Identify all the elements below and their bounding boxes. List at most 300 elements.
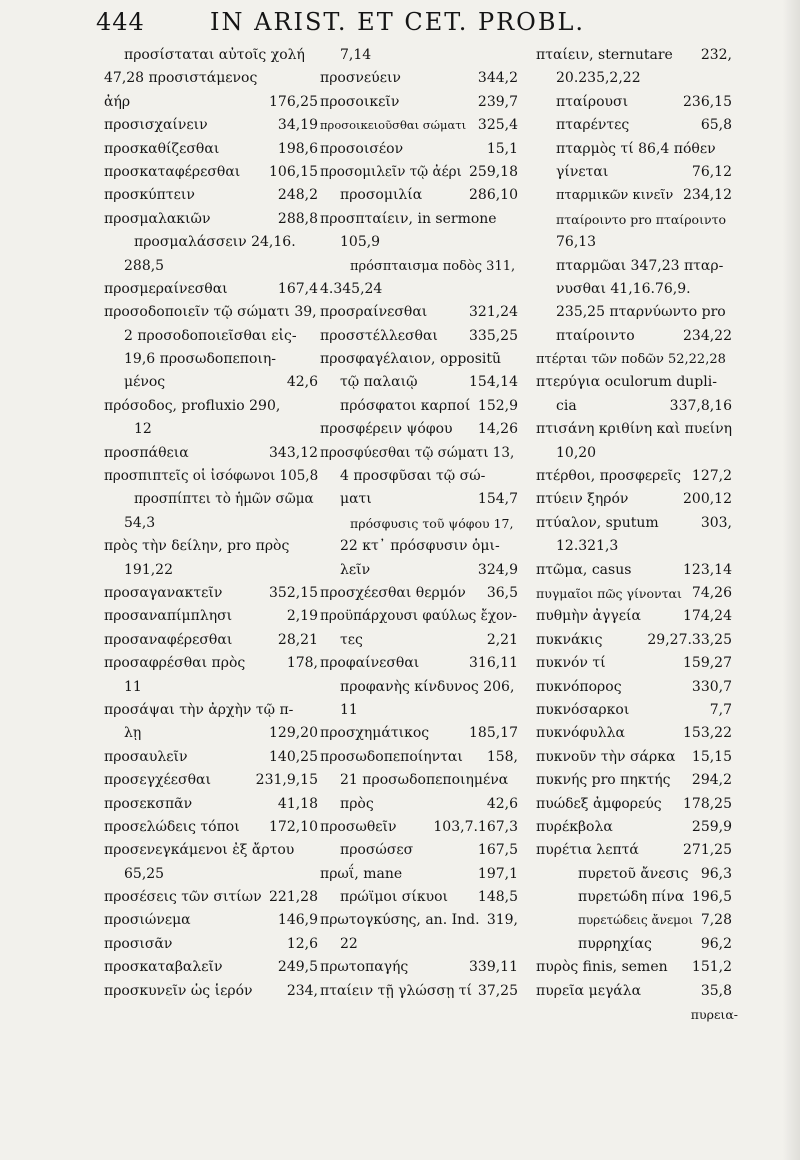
entry-term: προσραίνεσθαι: [320, 304, 428, 321]
index-entry: [536, 629, 732, 652]
entry-term: πταίροιντο: [556, 327, 635, 344]
index-entry: [320, 512, 518, 535]
index-entry: [536, 91, 732, 114]
entry-term: προσοικειοῦσθαι σώματι: [320, 118, 467, 133]
entry-term: 288,5: [124, 257, 165, 274]
index-entry: [320, 371, 518, 394]
index-entry: [104, 699, 318, 722]
entry-term: πτέρται τῶν ποδῶν 52,22,28: [536, 352, 726, 368]
index-entry: [320, 465, 518, 488]
index-entry: [536, 816, 732, 839]
entry-term: πτῶμα, casus: [536, 561, 632, 578]
index-entry: [104, 348, 318, 371]
entry-reference: 151,2: [691, 959, 732, 976]
entry-term: 21 προσωδοπεποιημένα: [340, 772, 509, 789]
entry-reference: 294,2: [691, 772, 732, 789]
entry-term: προσπιπτεῖς οἱ ἰσόφωνοι 105,8: [104, 468, 319, 485]
entry-reference: 34,19: [277, 117, 318, 134]
index-entry: [104, 278, 318, 301]
index-entry: [536, 208, 732, 231]
index-entry: [320, 769, 518, 792]
entry-term: πυκνάκις: [536, 631, 603, 648]
entry-term: πταρμῶαι 347,23 πταρ-: [556, 257, 724, 274]
index-entry: [104, 184, 318, 207]
entry-term: προφανὴς κίνδυνος 206,: [340, 678, 515, 695]
index-entry: [536, 746, 732, 769]
index-entry: [320, 348, 518, 371]
entry-reference: 76,12: [691, 163, 732, 180]
entry-term: 20.235,2,22: [556, 70, 641, 87]
entry-term: προσκυνεῖν ὡς ἱερόν: [104, 982, 253, 999]
index-entry: [320, 161, 518, 184]
entry-term: πταίειν τῇ γλώσσῃ τί: [320, 982, 473, 999]
index-entry: [104, 909, 318, 932]
entry-term: προσισχαίνειν: [104, 117, 208, 134]
entry-reference: 259,9: [691, 818, 732, 835]
index-entry: [104, 44, 318, 67]
entry-term: προσμαλακιῶν: [104, 210, 211, 227]
entry-term: πτισάνη κριθίνη καὶ πυείνη: [536, 421, 733, 438]
entry-term: 19,6 προσωδοπεποιη-: [124, 351, 277, 368]
index-entry: [536, 67, 732, 90]
entry-term: προσάψαι τὴν ἀρχὴν τῷ π-: [104, 701, 294, 718]
index-entry: [536, 909, 732, 932]
index-entry: [320, 278, 518, 301]
entry-term: προσαυλεῖν: [104, 748, 188, 765]
entry-term: μένος: [124, 374, 166, 391]
index-entry: [104, 301, 318, 324]
entry-term: 47,28 προσιστάμενος: [104, 70, 258, 87]
index-entry: [536, 418, 732, 441]
entry-term: πυρεῖα μεγάλα: [536, 982, 642, 999]
entry-reference: 2,21: [486, 631, 518, 648]
entry-reference: 319,: [486, 912, 518, 929]
index-entry: [536, 839, 732, 862]
entry-reference: 42,6: [286, 374, 318, 391]
entry-reference: 148,5: [477, 889, 518, 906]
index-entry: [536, 1003, 738, 1026]
entry-reference: 146,9: [277, 912, 318, 929]
entry-reference: 42,6: [486, 795, 518, 812]
entry-term: προσμαλάσσειν 24,16.: [134, 234, 296, 251]
index-entry: [104, 512, 318, 535]
index-entry: [104, 138, 318, 161]
entry-term: πυρρηχίας: [578, 935, 652, 952]
entry-reference: 344,2: [477, 70, 518, 87]
index-entry: [320, 652, 518, 675]
entry-term: ἀήρ: [104, 93, 131, 110]
index-entry: [104, 722, 318, 745]
entry-term: cia: [556, 397, 577, 414]
index-entry: [320, 629, 518, 652]
entry-term: πτέρθοι, προσφερεῖς: [536, 468, 681, 485]
index-entry: [536, 722, 732, 745]
index-entry: [320, 184, 518, 207]
index-entry: [320, 138, 518, 161]
entry-reference: 343,12: [269, 444, 318, 461]
index-entry: [104, 114, 318, 137]
index-entry: [104, 91, 318, 114]
entry-term: προσενεγκάμενοι ἐξ ἄρτου: [104, 842, 295, 859]
index-entry: [104, 67, 318, 90]
index-entry: [536, 371, 732, 394]
index-entry: [536, 652, 732, 675]
index-entry: [536, 676, 732, 699]
entry-term: προσοδοποιεῖν τῷ σώματι 39,: [104, 304, 317, 321]
index-entry: [320, 722, 518, 745]
entry-reference: 140,25: [269, 748, 318, 765]
entry-reference: 198,6: [277, 140, 318, 157]
entry-term: 11: [124, 678, 142, 695]
index-entry: [536, 231, 732, 254]
entry-term: 22: [340, 935, 358, 952]
entry-reference: 236,15: [683, 93, 732, 110]
entry-reference: 123,14: [683, 561, 732, 578]
entry-term: λεῖν: [340, 561, 371, 578]
index-column-1: [104, 44, 318, 1003]
entry-reference: 65,8: [700, 117, 732, 134]
index-entry: [536, 605, 732, 628]
entry-term: πυκνόσαρκοι: [536, 701, 630, 718]
index-entry: [536, 793, 732, 816]
entry-term: πυκνοῦν τὴν σάρκα: [536, 748, 676, 765]
entry-term: πυρετώδη πίνα: [578, 889, 685, 906]
index-entry: [104, 255, 318, 278]
entry-reference: 167,5: [477, 842, 518, 859]
entry-term: 22 κτ᾽ πρόσφυσιν ὁμι-: [340, 538, 500, 555]
entry-reference: 232,: [700, 47, 732, 63]
index-entry: [320, 909, 518, 932]
entry-term: προσωδοπεποίηνται: [320, 748, 463, 765]
entry-term: πυκνόν τί: [536, 655, 606, 672]
entry-reference: 12,6: [286, 935, 318, 952]
entry-term: προσώσεσ: [340, 842, 414, 859]
entry-term: πτερύγια oculorum dupli-: [536, 374, 717, 391]
entry-term: 12.321,3: [556, 538, 619, 555]
entry-reference: 303,: [700, 514, 732, 531]
entry-reference: 330,7: [691, 678, 732, 695]
entry-term: πταρέντες: [556, 117, 630, 134]
entry-reference: 129,20: [269, 725, 318, 742]
entry-term: προσέσεις τῶν σιτίων: [104, 889, 262, 906]
index-entry: [536, 956, 732, 979]
index-entry: [104, 582, 318, 605]
index-entry: [536, 184, 732, 207]
entry-term: 54,3: [124, 514, 156, 531]
entry-term: προσχημάτικος: [320, 725, 430, 742]
index-entry: [320, 44, 518, 67]
index-entry: [104, 652, 318, 675]
index-entry: [320, 605, 518, 628]
entry-reference: 159,27: [683, 655, 732, 672]
index-entry: [320, 208, 518, 231]
index-entry: [320, 699, 518, 722]
entry-term: προσχέεσθαι θερμόν: [320, 584, 466, 601]
index-entry: [104, 231, 318, 254]
entry-reference: 36,5: [486, 584, 518, 601]
index-entry: [320, 91, 518, 114]
entry-reference: 176,25: [269, 93, 318, 110]
entry-term: νυσθαι 41,16.76,9.: [556, 280, 691, 297]
entry-reference: 200,12: [683, 491, 732, 508]
index-entry: [536, 44, 732, 67]
entry-reference: 127,2: [691, 468, 732, 485]
entry-term: 11: [340, 701, 358, 718]
entry-reference: 231,9,15: [255, 772, 318, 789]
entry-term: πταίροιντο pro πταίροιντο: [556, 211, 727, 227]
index-entry: [104, 161, 318, 184]
entry-term: προσοικεῖν: [320, 93, 400, 110]
index-entry: [104, 816, 318, 839]
entry-reference: 196,5: [691, 889, 732, 906]
index-entry: [536, 699, 732, 722]
entry-term: προσστέλλεσθαι: [320, 327, 438, 344]
entry-term: πταίειν, sternutare: [536, 47, 673, 63]
entry-reference: 249,5: [277, 959, 318, 976]
entry-term: προϋπάρχουσι φαύλως ἔχον-: [320, 608, 517, 625]
index-entry: [320, 980, 518, 1003]
index-entry: [536, 488, 732, 511]
entry-reference: 259,18: [469, 163, 518, 180]
index-entry: [104, 325, 318, 348]
entry-reference: 41,18: [277, 795, 318, 812]
entry-term: προσφαγέλαιον, oppositũ: [320, 351, 502, 368]
entry-reference: 335,25: [469, 327, 518, 344]
index-entry: [320, 301, 518, 324]
entry-reference: 154,7: [477, 491, 518, 508]
entry-term: πρὸς: [340, 795, 374, 812]
entry-term: προσπίπτει τὸ ἡμῶν σῶμα: [134, 491, 314, 508]
entry-reference: 197,1: [477, 865, 518, 882]
index-entry: [320, 559, 518, 582]
index-entry: [104, 839, 318, 862]
index-entry: [320, 956, 518, 979]
index-entry: [320, 325, 518, 348]
entry-term: γίνεται: [556, 163, 609, 180]
entry-term: πταρμικῶν κινεῖν: [556, 188, 674, 204]
entry-term: προσαναφέρεσθαι: [104, 631, 233, 648]
index-entry: [320, 886, 518, 909]
index-entry: [536, 980, 732, 1003]
index-entry: [536, 582, 732, 605]
entry-term: προσφέρειν ψόφου: [320, 421, 453, 438]
index-entry: [320, 488, 518, 511]
entry-term: προσίσταται αὐτοῖς χολή: [124, 47, 305, 63]
entry-term: προσπταίειν, in sermone: [320, 210, 497, 227]
index-entry: [536, 348, 732, 371]
entry-term: προσκαταβαλεῖν: [104, 959, 223, 976]
entry-reference: 154,14: [469, 374, 518, 391]
entry-term: 65,25: [124, 865, 165, 882]
entry-reference: 321,24: [469, 304, 518, 321]
index-column-2: [320, 44, 518, 1003]
entry-reference: 352,15: [269, 584, 318, 601]
index-entry: [536, 933, 732, 956]
entry-term: πυγμαῖοι πῶς γίνονται: [536, 585, 682, 601]
entry-reference: 15,1: [486, 140, 518, 157]
entry-term: προσκαταφέρεσθαι: [104, 163, 241, 180]
entry-reference: 221,28: [269, 889, 318, 906]
entry-reference: 96,2: [700, 935, 732, 952]
entry-term: προσαναπίμπλησι: [104, 608, 233, 625]
entry-reference: 96,3: [700, 865, 732, 882]
entry-reference: 74,26: [691, 584, 732, 601]
index-entry: [320, 933, 518, 956]
entry-reference: 153,22: [683, 725, 732, 742]
index-entry: [320, 67, 518, 90]
entry-reference: 167,4: [277, 280, 318, 297]
entry-term: προσφύεσθαι τῷ σώματι 13,: [320, 444, 515, 461]
entry-term: πυκνόφυλλα: [536, 725, 625, 742]
entry-term: πυρετώδεις ἄνεμοι: [578, 913, 693, 928]
index-entry: [536, 161, 732, 184]
index-entry: [104, 442, 318, 465]
index-entry: [104, 418, 318, 441]
entry-term: τῷ παλαιῷ: [340, 374, 418, 391]
entry-reference: 185,17: [469, 725, 518, 742]
index-entry: [536, 278, 732, 301]
entry-reference: 2,19: [286, 608, 318, 625]
entry-reference: 29,27.33,25: [647, 631, 732, 648]
index-entry: [536, 465, 732, 488]
entry-term: προσεγχέεσθαι: [104, 772, 211, 789]
entry-term: προσεκσπᾶν: [104, 795, 193, 812]
entry-term: πυρέκβολα: [536, 818, 613, 835]
entry-term: πρόσοδος, profluxio 290,: [104, 397, 281, 414]
entry-term: πυθμὴν ἀγγεία: [536, 608, 641, 625]
entry-term: προσαφρέσθαι πρὸς: [104, 655, 246, 672]
entry-term: λῃ: [124, 725, 142, 742]
entry-term: πταρμὸς τί 86,4 πόθεν: [556, 140, 716, 157]
index-entry: [536, 442, 732, 465]
entry-term: πυκνόπορος: [536, 678, 622, 695]
entry-term: 76,13: [556, 234, 597, 251]
page-number: 444: [96, 8, 145, 36]
index-entry: [104, 395, 318, 418]
entry-term: προσελώδεις τόποι: [104, 818, 240, 835]
index-entry: [320, 839, 518, 862]
entry-term: πυρὸς finis, semen: [536, 959, 668, 976]
index-entry: [104, 793, 318, 816]
entry-term: προσκύπτειν: [104, 187, 195, 204]
entry-term: προσισᾶν: [104, 935, 173, 952]
entry-reference: 286,10: [469, 187, 518, 204]
index-entry: [320, 582, 518, 605]
index-entry: [320, 816, 518, 839]
running-title: IN ARIST. ET CET. PROBL.: [210, 8, 586, 36]
index-entry: [104, 863, 318, 886]
entry-reference: 248,2: [277, 187, 318, 204]
entry-term: 4.345,24: [320, 280, 383, 297]
entry-term: 12: [134, 421, 152, 438]
index-entry: [320, 676, 518, 699]
entry-term: πρόσπταισμα ποδὸς 311,: [350, 258, 516, 274]
index-entry: [104, 535, 318, 558]
entry-reference: 103,7.167,3: [433, 818, 518, 835]
entry-term: 191,22: [124, 561, 173, 578]
index-entry: [104, 465, 318, 488]
index-entry: [104, 629, 318, 652]
index-entry: [536, 395, 732, 418]
entry-reference: 37,25: [477, 982, 518, 999]
entry-reference: 28,21: [277, 631, 318, 648]
entry-reference: 339,11: [469, 959, 518, 976]
entry-reference: 316,11: [469, 655, 518, 672]
index-entry: [104, 559, 318, 582]
entry-reference: 174,24: [683, 608, 732, 625]
index-entry: [536, 559, 732, 582]
index-entry: [104, 746, 318, 769]
entry-term: τες: [340, 631, 363, 648]
index-entry: [536, 769, 732, 792]
entry-reference: 271,25: [683, 842, 732, 859]
entry-reference: 15,15: [691, 748, 732, 765]
index-entry: [320, 746, 518, 769]
entry-term: προσωθεῖν: [320, 818, 397, 835]
entry-term: προσνεύειν: [320, 70, 401, 87]
index-entry: [104, 605, 318, 628]
index-entry: [536, 863, 732, 886]
index-entry: [536, 886, 732, 909]
index-entry: [104, 208, 318, 231]
index-entry: [320, 395, 518, 418]
index-entry: [536, 325, 732, 348]
index-entry: [320, 231, 518, 254]
index-entry: [320, 442, 518, 465]
entry-term: προσοισέον: [320, 140, 404, 157]
entry-term: πρόσφυσις τοῦ ψόφου 17,: [350, 515, 514, 531]
entry-term: πρωτογκύσης, an. Ind.: [320, 912, 480, 929]
entry-term: 235,25 πταρνύωντο pro: [556, 304, 726, 321]
entry-reference: 178,25: [683, 795, 732, 812]
entry-reference: 337,8,16: [669, 397, 732, 414]
entry-reference: 172,10: [269, 818, 318, 835]
entry-reference: 288,8: [277, 210, 318, 227]
index-entry: [104, 886, 318, 909]
index-column-3: [536, 44, 738, 1026]
entry-reference: 324,9: [477, 561, 518, 578]
entry-term: πταίρουσι: [556, 93, 629, 110]
page-edge-shadow: [782, 0, 800, 1160]
entry-reference: 158,: [486, 748, 518, 765]
entry-reference: 234,22: [683, 327, 732, 344]
index-entry: [104, 933, 318, 956]
index-entry: [536, 138, 732, 161]
entry-reference: 239,7: [477, 93, 518, 110]
entry-term: πρωτοπαγής: [320, 959, 409, 976]
entry-term: προσκαθίζεσθαι: [104, 140, 220, 157]
entry-term: προσμεραίνεσθαι: [104, 280, 228, 297]
entry-reference: 7,28: [700, 912, 732, 929]
index-entry: [536, 301, 732, 324]
entry-term: ματι: [340, 491, 372, 508]
index-entry: [320, 535, 518, 558]
index-entry: [320, 793, 518, 816]
index-entry: [104, 956, 318, 979]
entry-term: προσπάθεια: [104, 444, 189, 461]
entry-term: πρὸς τὴν δείλην, pro πρὸς: [104, 538, 290, 555]
entry-term: πτύειν ξηρόν: [536, 491, 629, 508]
entry-term: 2 προσοδοποιεῖσθαι εἰς-: [124, 327, 297, 344]
entry-term: πρώϊμοι σίκυοι: [340, 889, 449, 906]
entry-reference: 106,15: [269, 163, 318, 180]
entry-reference: 35,8: [700, 982, 732, 999]
page-header: [0, 6, 800, 40]
entry-term: προσομιλία: [340, 187, 423, 204]
index-entry: [536, 512, 732, 535]
entry-term: πυρεια-: [690, 1007, 738, 1023]
entry-term: προσομιλεῖν τῷ ἀέρι: [320, 163, 462, 180]
